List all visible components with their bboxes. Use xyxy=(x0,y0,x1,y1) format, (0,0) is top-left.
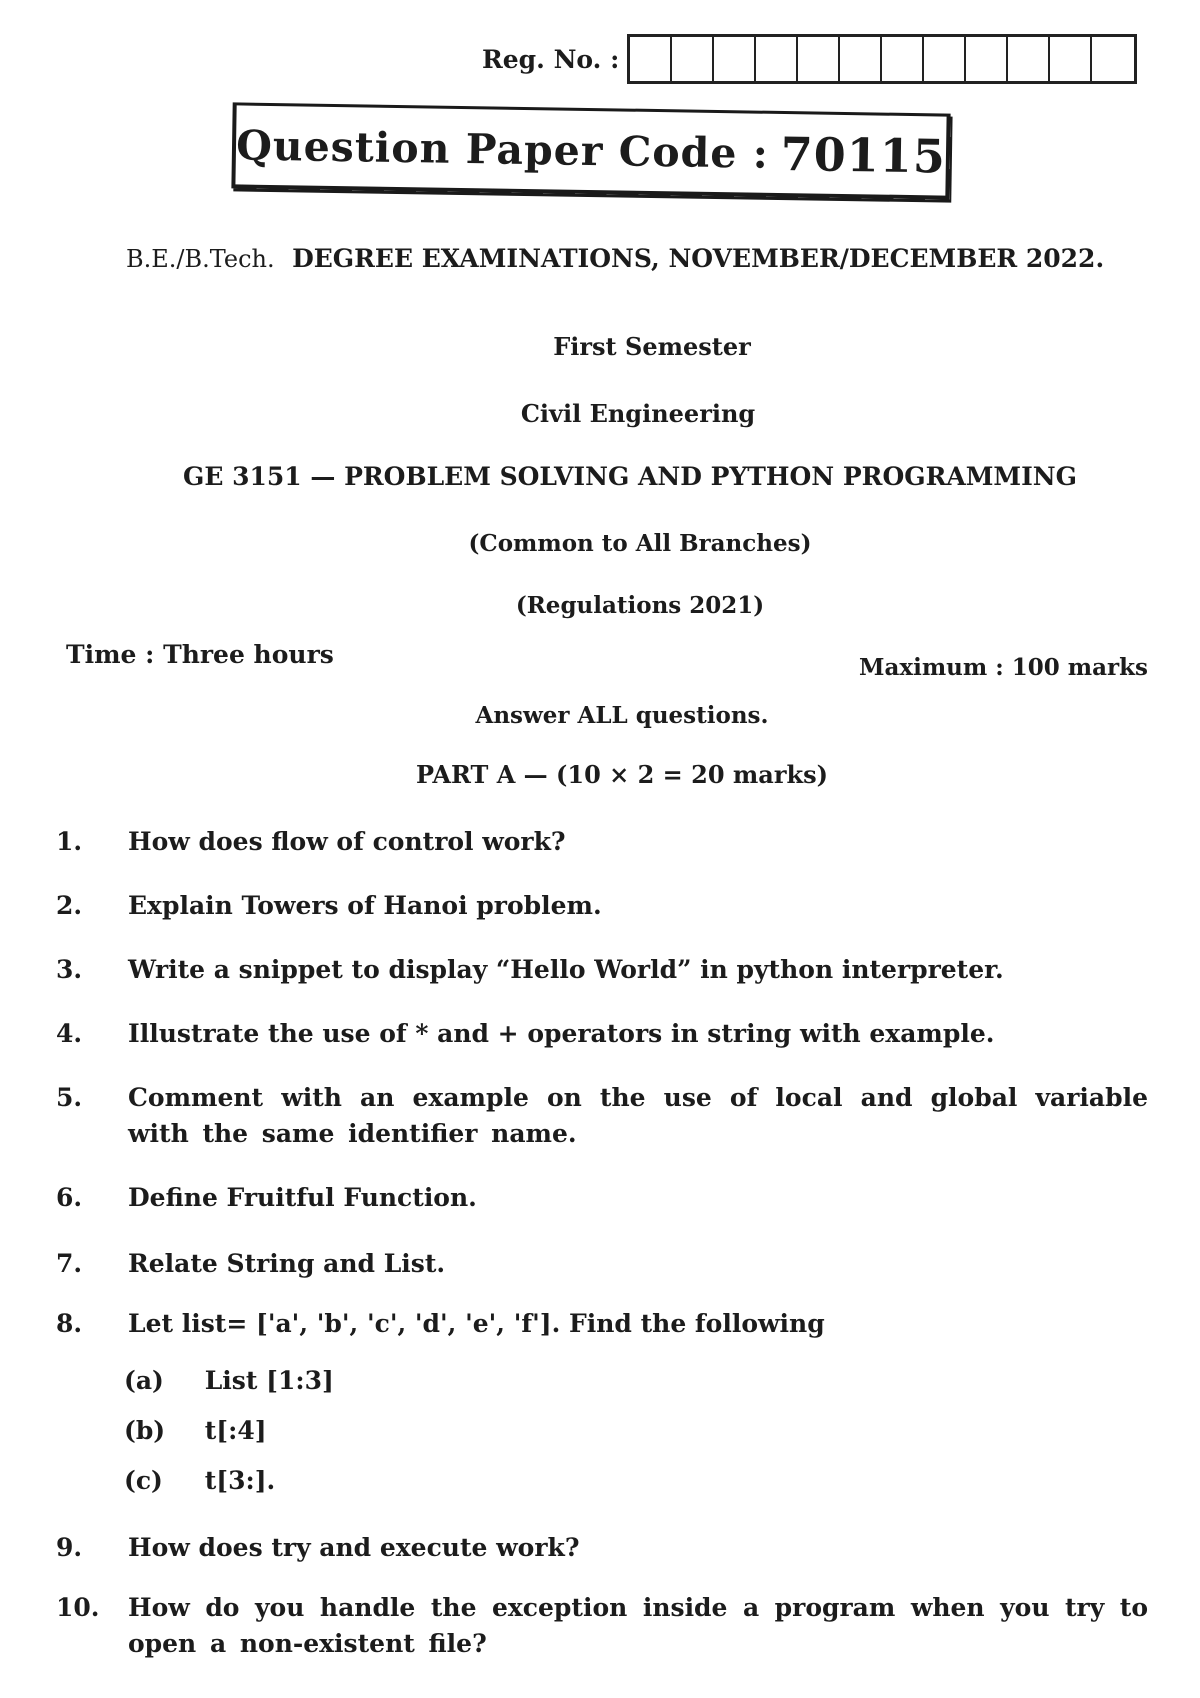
question-number: 5. xyxy=(56,1083,83,1112)
sub-part-label: (c) xyxy=(124,1466,163,1495)
part-heading: PART A — (10 × 2 = 20 marks) xyxy=(416,760,828,789)
question-4 xyxy=(56,1016,1148,1052)
reg-digit-box[interactable] xyxy=(1008,37,1050,81)
question-text: How does try and execute work? xyxy=(128,1533,580,1562)
reg-digit-box[interactable] xyxy=(672,37,714,81)
question-paper-code-box xyxy=(231,102,950,199)
code-label: Question Paper Code : xyxy=(235,120,770,178)
question-7 xyxy=(56,1246,1148,1282)
question-number: 8. xyxy=(56,1309,83,1338)
degree-label: B.E./B.Tech. xyxy=(126,245,275,273)
question-number: 1. xyxy=(56,827,83,856)
sub-part-label: (b) xyxy=(124,1416,166,1445)
question-text: Let list= ['a', 'b', 'c', 'd', 'e', 'f']. Find the following xyxy=(128,1309,825,1338)
question-text: Explain Towers of Hanoi problem. xyxy=(128,891,602,920)
question-text: Define Fruitful Function. xyxy=(128,1183,477,1212)
reg-digit-box[interactable] xyxy=(714,37,756,81)
question-text: Illustrate the use of * and + operators in string with example. xyxy=(128,1019,995,1048)
question-number: 9. xyxy=(56,1533,83,1562)
question-8 xyxy=(56,1306,1148,1342)
question-3 xyxy=(56,952,1148,988)
reg-digit-box[interactable] xyxy=(1092,37,1134,81)
time-allowed: Time : Three hours xyxy=(66,640,334,669)
sub-part-text: t[3:]. xyxy=(204,1466,276,1495)
exam-title xyxy=(126,244,1126,273)
question-text: Relate String and List. xyxy=(128,1249,446,1278)
question-1 xyxy=(56,824,1148,860)
subject-title: GE 3151 — PROBLEM SOLVING AND PYTHON PROGRAMMING xyxy=(183,462,1077,491)
question-number: 2. xyxy=(56,891,83,920)
question-10 xyxy=(56,1590,1148,1662)
semester: First Semester xyxy=(553,332,751,361)
question-text: How does flow of control work? xyxy=(128,827,566,856)
question-number: 4. xyxy=(56,1019,83,1048)
question-text: How do you handle the exception inside a program when you try to open a non-existent file? xyxy=(128,1593,1148,1658)
reg-digit-box[interactable] xyxy=(840,37,882,81)
reg-digit-box[interactable] xyxy=(756,37,798,81)
question-6 xyxy=(56,1180,1148,1216)
sub-part-text: t[:4] xyxy=(204,1416,267,1445)
sub-part-label: (a) xyxy=(124,1366,164,1395)
reg-number-row xyxy=(482,34,1137,84)
regulations: (Regulations 2021) xyxy=(515,592,765,619)
reg-digit-box[interactable] xyxy=(1050,37,1092,81)
common-note: (Common to All Branches) xyxy=(468,530,812,557)
question-number: 3. xyxy=(56,955,83,984)
reg-digit-box[interactable] xyxy=(924,37,966,81)
question-text: Write a snippet to display “Hello World” in python interpreter. xyxy=(128,955,1004,984)
exam-session: DEGREE EXAMINATIONS, NOVEMBER/DECEMBER 2022. xyxy=(292,244,1105,273)
reg-digit-box[interactable] xyxy=(630,37,672,81)
maximum-marks: Maximum : 100 marks xyxy=(859,654,1148,681)
reg-number-boxes[interactable] xyxy=(627,34,1137,84)
instruction: Answer ALL questions. xyxy=(475,702,769,729)
question-5 xyxy=(56,1080,1148,1152)
question-8-part-c xyxy=(124,1466,275,1495)
question-number: 7. xyxy=(56,1249,83,1278)
code-number: 70115 xyxy=(780,126,947,184)
question-8-part-a xyxy=(124,1366,334,1395)
question-text: Comment with an example on the use of local and global variable with the same identifier name. xyxy=(128,1083,1148,1148)
reg-number-label: Reg. No. : xyxy=(482,44,620,74)
branch: Civil Engineering xyxy=(520,399,756,428)
question-9 xyxy=(56,1530,1148,1566)
reg-digit-box[interactable] xyxy=(966,37,1008,81)
question-8-part-b xyxy=(124,1416,267,1445)
question-number: 6. xyxy=(56,1183,83,1212)
question-number: 10. xyxy=(56,1593,100,1622)
sub-part-text: List [1:3] xyxy=(204,1366,334,1395)
question-2 xyxy=(56,888,1148,924)
reg-digit-box[interactable] xyxy=(798,37,840,81)
reg-digit-box[interactable] xyxy=(882,37,924,81)
